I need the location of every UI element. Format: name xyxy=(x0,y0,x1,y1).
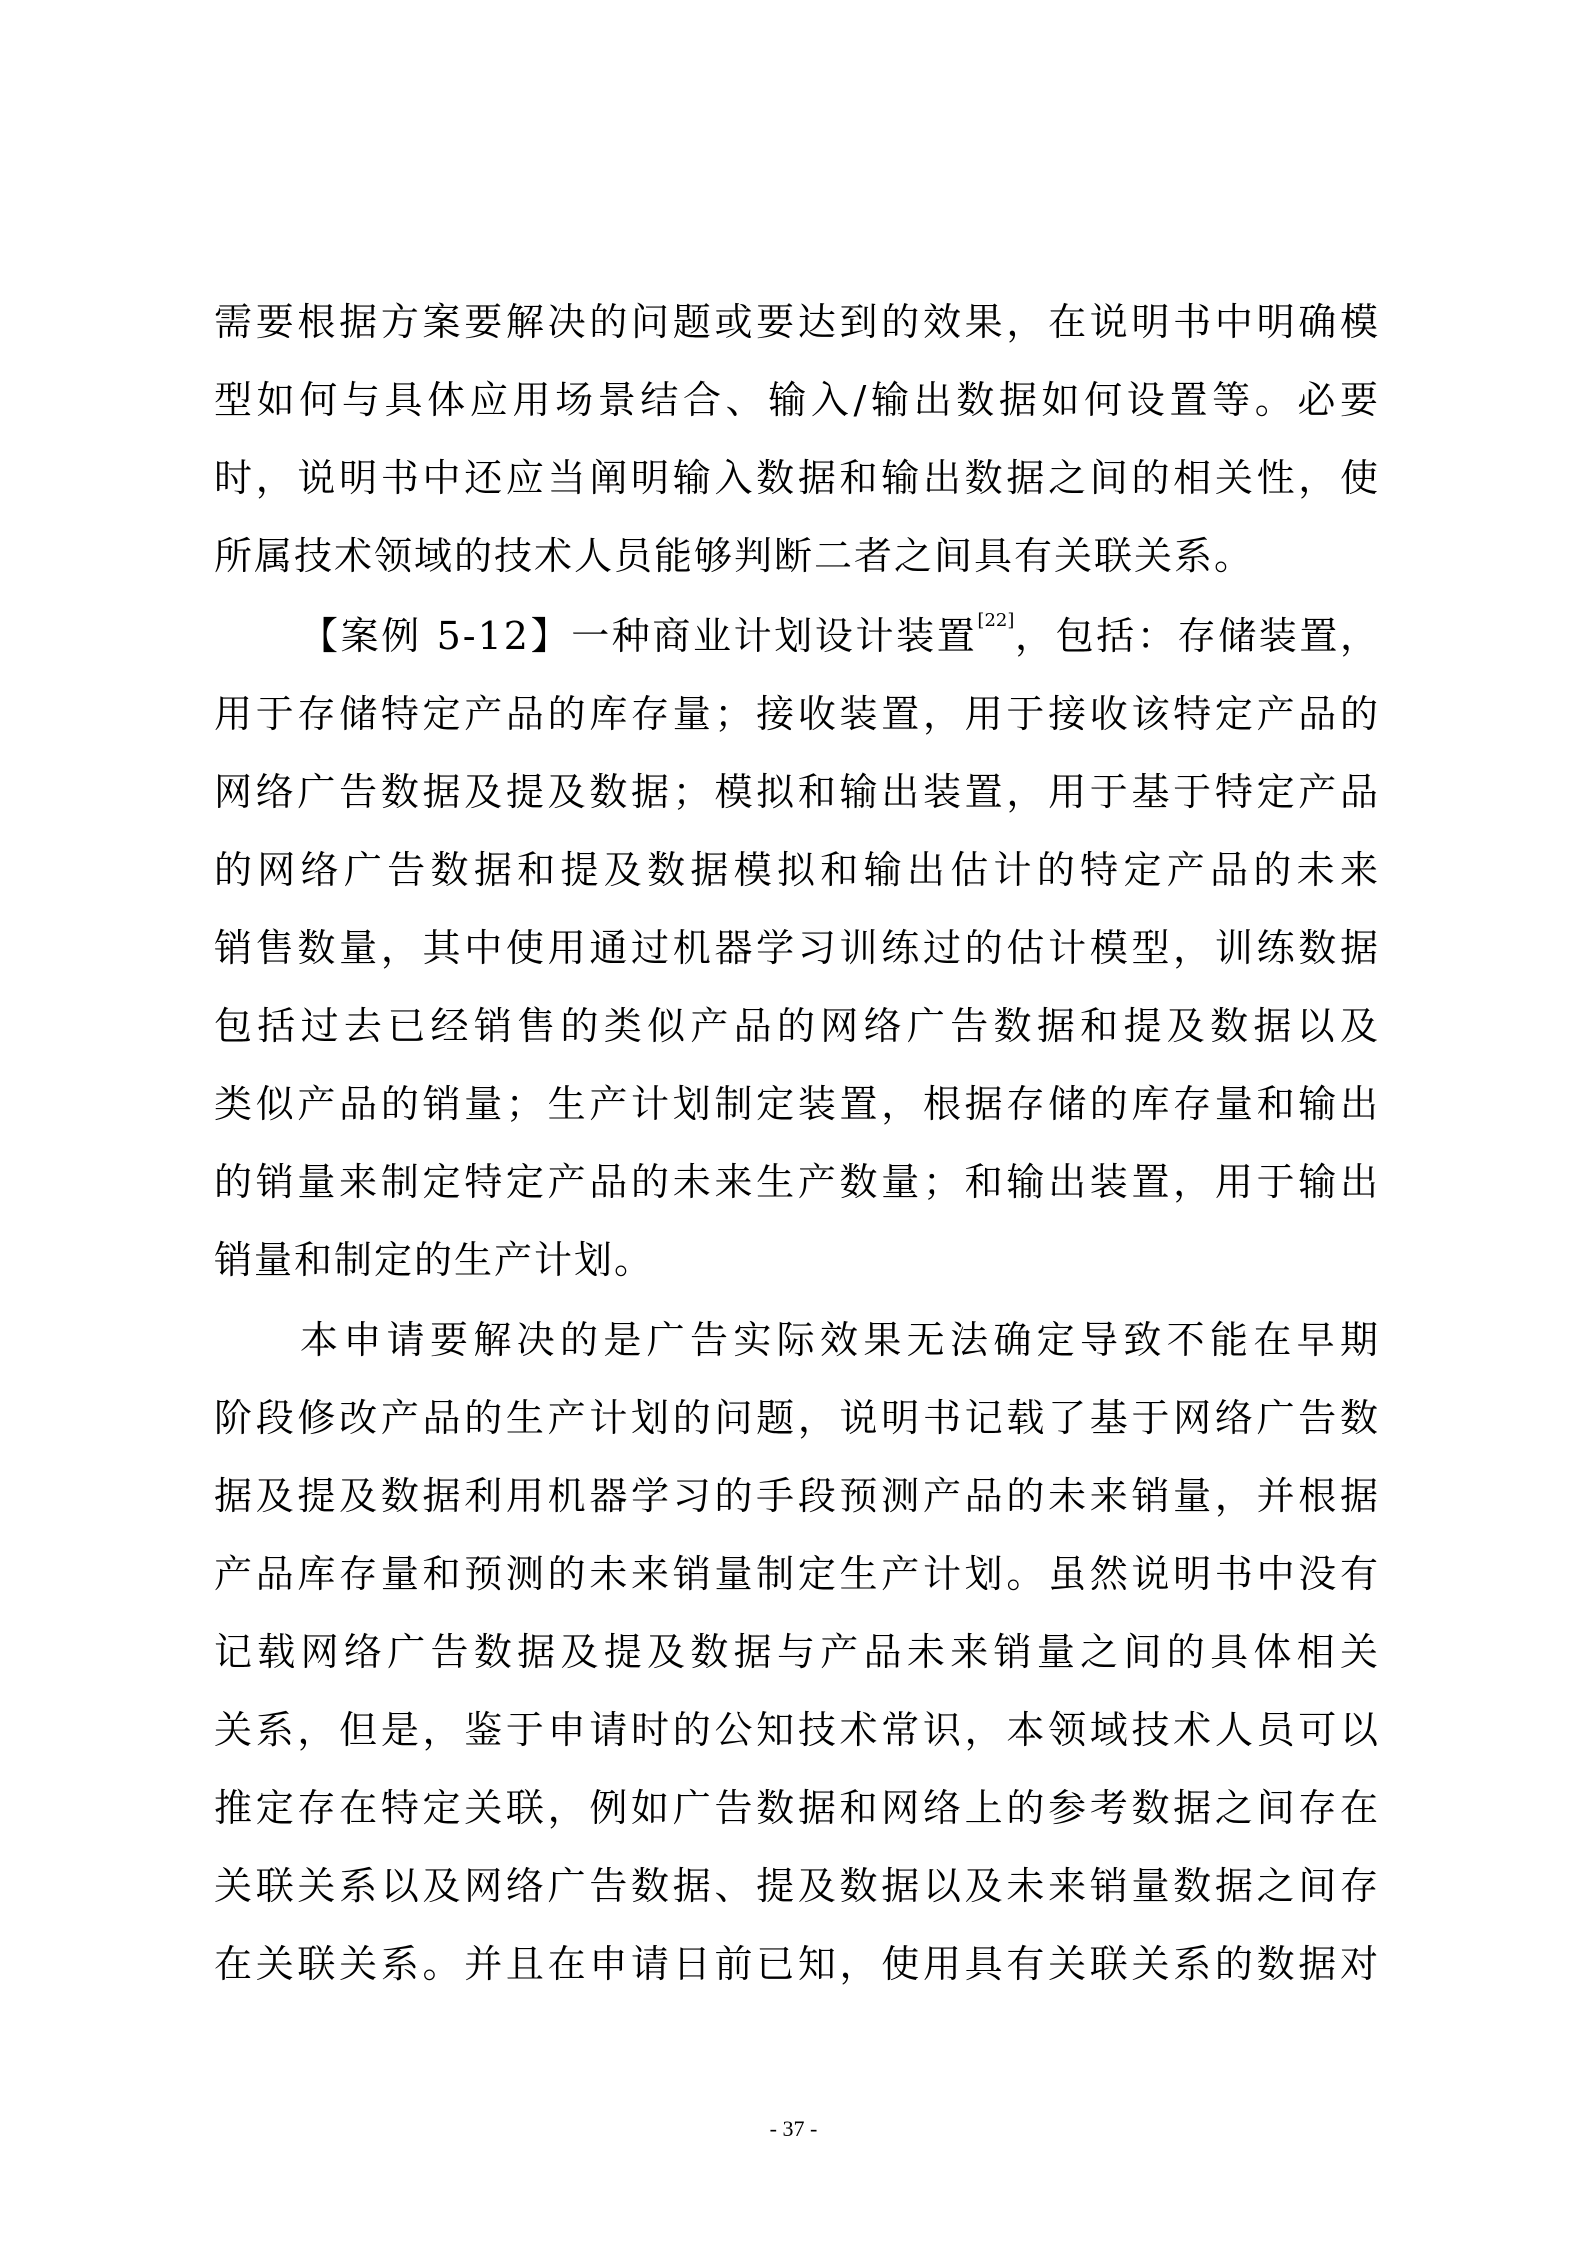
case-heading-line xyxy=(300,606,1380,666)
text-line: 的销量来制定特定产品的未来生产数量；和输出装置，用于输出 xyxy=(214,1160,1380,1204)
text-line: 本申请要解决的是广告实际效果无法确定导致不能在早期 xyxy=(300,1318,1380,1362)
text-line: 关系，但是，鉴于申请时的公知技术常识，本领域技术人员可以 xyxy=(214,1708,1380,1752)
page-number: - 37 - xyxy=(769,2116,818,2141)
text-line: 网络广告数据及提及数据；模拟和输出装置，用于基于特定产品 xyxy=(214,770,1380,814)
text-line: 记载网络广告数据及提及数据与产品未来销量之间的具体相关 xyxy=(214,1630,1380,1674)
text-line: 用于存储特定产品的库存量；接收装置，用于接收该特定产品的 xyxy=(214,692,1380,736)
text-line: 推定存在特定关联，例如广告数据和网络上的参考数据之间存在 xyxy=(214,1786,1380,1830)
citation-ref: [22] xyxy=(977,610,1015,631)
text-line: 类似产品的销量；生产计划制定装置，根据存储的库存量和输出 xyxy=(214,1082,1380,1126)
text-line: 需要根据方案要解决的问题或要达到的效果，在说明书中明确模 xyxy=(214,300,1380,344)
case-heading-text: 【案例 5-12】一种商业计划设计装置 xyxy=(300,614,978,658)
text-line: 时，说明书中还应当阐明输入数据和输出数据之间的相关性，使 xyxy=(214,456,1380,500)
text-line: 的网络广告数据和提及数据模拟和输出估计的特定产品的未来 xyxy=(214,848,1380,892)
text-line: 据及提及数据利用机器学习的手段预测产品的未来销量，并根据 xyxy=(214,1474,1380,1518)
text-line: 销量和制定的生产计划。 xyxy=(214,1238,655,1282)
text-line: 产品库存量和预测的未来销量制定生产计划。虽然说明书中没有 xyxy=(214,1552,1380,1596)
text-line: 阶段修改产品的生产计划的问题，说明书记载了基于网络广告数 xyxy=(214,1396,1380,1440)
text-line: 型如何与具体应用场景结合、输入/输出数据如何设置等。必要 xyxy=(214,378,1380,422)
text-line: 所属技术领域的技术人员能够判断二者之间具有关联关系。 xyxy=(214,534,1255,578)
case-heading-text-cont: ，包括：存储装置， xyxy=(1014,614,1380,658)
text-line: 在关联关系。并且在申请日前已知，使用具有关联关系的数据对 xyxy=(214,1942,1380,1986)
text-line: 关联关系以及网络广告数据、提及数据以及未来销量数据之间存 xyxy=(214,1864,1380,1908)
text-line: 销售数量，其中使用通过机器学习训练过的估计模型，训练数据 xyxy=(214,926,1380,970)
text-line: 包括过去已经销售的类似产品的网络广告数据和提及数据以及 xyxy=(214,1004,1380,1048)
